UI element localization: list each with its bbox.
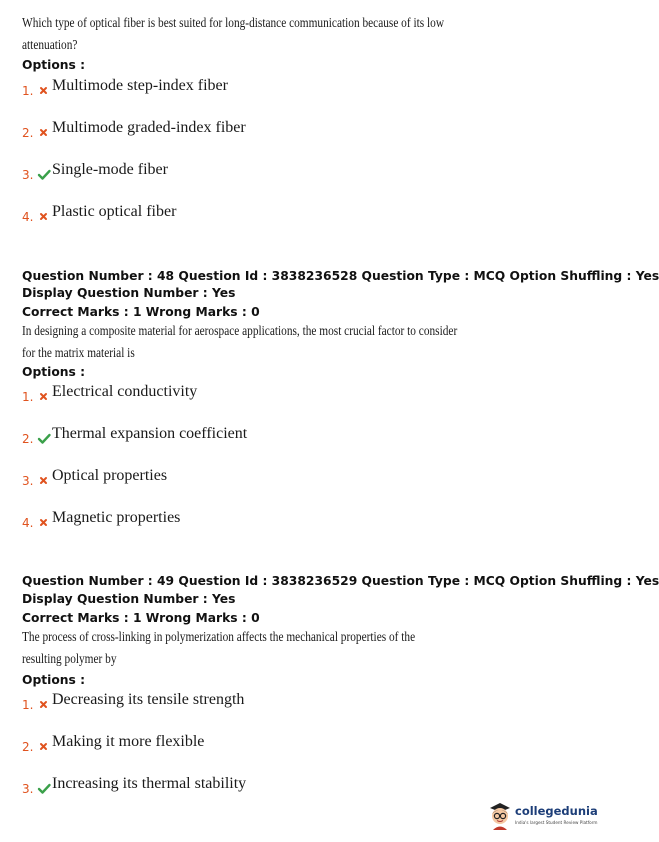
option-number: 1.: [22, 698, 34, 712]
option-text: Magnetic properties: [52, 509, 181, 526]
option-number: 4.: [22, 210, 34, 224]
option-item: [22, 383, 422, 407]
option-item: [22, 775, 422, 799]
option-item: [22, 161, 422, 185]
option-item: [22, 467, 422, 491]
option-number: 2.: [22, 740, 34, 754]
option-text: Optical properties: [52, 467, 168, 484]
option-text: Making it more flexible: [52, 733, 205, 750]
question-text: The process of cross-linking in polymerization affects the mechanical properties of the: [22, 629, 416, 644]
question-header: Question Number : 49 Question Id : 3838236529 Question Type : MCQ Option Shuffling : Yes: [22, 574, 659, 588]
check-icon: [37, 167, 51, 181]
marks-line: Correct Marks : 1 Wrong Marks : 0: [22, 611, 260, 625]
option-item: [22, 77, 422, 101]
brand-name: collegedunia: [515, 804, 598, 818]
brand-tagline: India's largest Student Review Platform: [515, 820, 598, 825]
option-number: 3.: [22, 782, 34, 796]
question-header: Display Question Number : Yes: [22, 286, 236, 300]
cross-icon: [37, 515, 51, 529]
question-header: Question Number : 48 Question Id : 3838236528 Question Type : MCQ Option Shuffling : Yes: [22, 269, 659, 283]
cross-icon: [37, 697, 51, 711]
option-number: 3.: [22, 474, 34, 488]
options-label: Options :: [22, 365, 86, 379]
option-text: Plastic optical fiber: [52, 203, 177, 220]
option-text: Decreasing its tensile strength: [52, 691, 245, 708]
cross-icon: [37, 473, 51, 487]
marks-line: Correct Marks : 1 Wrong Marks : 0: [22, 305, 260, 319]
option-text: Increasing its thermal stability: [52, 775, 247, 792]
option-number: 4.: [22, 516, 34, 530]
cross-icon: [37, 83, 51, 97]
options-label: Options :: [22, 58, 86, 72]
question-header: Display Question Number : Yes: [22, 592, 236, 606]
cross-icon: [37, 125, 51, 139]
cross-icon: [37, 739, 51, 753]
check-icon: [37, 431, 51, 445]
option-text: Thermal expansion coefficient: [52, 425, 248, 442]
cross-icon: [37, 209, 51, 223]
option-item: [22, 425, 422, 449]
collegedunia-logo: [487, 800, 598, 834]
option-number: 2.: [22, 432, 34, 446]
option-item: [22, 509, 422, 533]
option-item: [22, 733, 422, 757]
option-text: Electrical conductivity: [52, 383, 198, 400]
option-number: 3.: [22, 168, 34, 182]
option-text: Single-mode fiber: [52, 161, 168, 178]
option-item: [22, 203, 422, 227]
question-text: for the matrix material is: [22, 345, 135, 360]
option-number: 2.: [22, 126, 34, 140]
options-label: Options :: [22, 673, 86, 687]
check-icon: [37, 781, 51, 795]
student-mascot-icon: [487, 800, 513, 830]
option-text: Multimode graded-index fiber: [52, 119, 246, 136]
question-text: attenuation?: [22, 37, 78, 52]
option-item: [22, 119, 422, 143]
option-item: [22, 691, 422, 715]
question-text: In designing a composite material for aerospace applications, the most crucial factor to consider: [22, 323, 458, 338]
question-text: Which type of optical fiber is best suited for long-distance communication because of its low: [22, 15, 445, 30]
option-number: 1.: [22, 390, 34, 404]
option-number: 1.: [22, 84, 34, 98]
cross-icon: [37, 389, 51, 403]
option-text: Multimode step-index fiber: [52, 77, 228, 94]
question-text: resulting polymer by: [22, 651, 117, 666]
